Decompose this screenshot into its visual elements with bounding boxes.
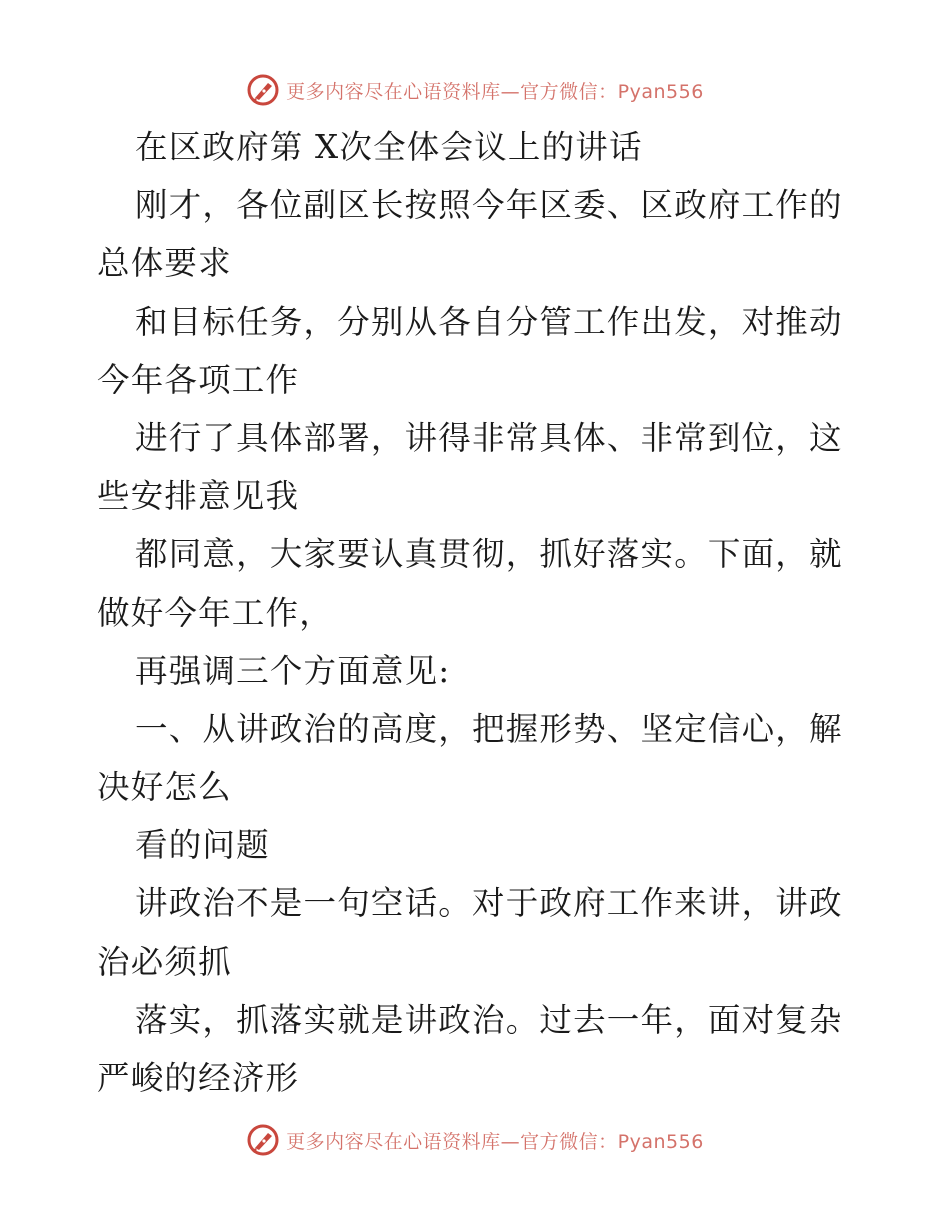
- section-heading-line: 看的问题: [135, 826, 270, 865]
- paragraph-line: 再强调三个方面意见:: [135, 651, 451, 690]
- paragraph-line: 进行了具体部署，讲得非常具体、非常到位，这: [135, 418, 843, 457]
- paragraph-line: 严峻的经济形: [97, 1059, 300, 1097]
- paragraph-line: 总体要求: [97, 244, 232, 283]
- pen-nib-logo-icon: [246, 73, 280, 107]
- paragraph-line: 都同意，大家要认真贯彻，抓好落实。下面，就: [135, 535, 843, 574]
- footer-watermark-banner: [0, 1120, 950, 1160]
- paragraph-line: 些安排意见我: [97, 477, 300, 516]
- header-watermark-banner: [0, 70, 950, 110]
- paragraph-line: 治必须抓: [97, 942, 232, 981]
- paragraph-line: 讲政治不是一句空话。对于政府工作来讲，讲政: [135, 884, 843, 923]
- paragraph-line: 和目标任务，分别从各自分管工作出发，对推动: [135, 302, 843, 341]
- document-body: [97, 118, 857, 1107]
- section-heading-line: 决好怎么: [97, 768, 232, 807]
- footer-watermark-text: 更多内容尽在心语资料库—官方微信：Pyan556: [286, 1130, 704, 1153]
- paragraph-line: 刚才，各位副区长按照今年区委、区政府工作的: [135, 186, 843, 225]
- header-watermark-text: 更多内容尽在心语资料库—官方微信：Pyan556: [286, 80, 704, 103]
- paragraph-line: 今年各项工作: [97, 360, 300, 399]
- paragraph-line: 落实，抓落实就是讲政治。过去一年，面对复杂: [135, 1000, 843, 1039]
- document-title: 在区政府第 X次全体会议上的讲话: [135, 128, 643, 166]
- pen-nib-logo-icon: [246, 1123, 280, 1157]
- paragraph-line: 做好今年工作，: [97, 593, 333, 632]
- section-heading-line: 一、从讲政治的高度，把握形势、坚定信心，解: [135, 709, 843, 748]
